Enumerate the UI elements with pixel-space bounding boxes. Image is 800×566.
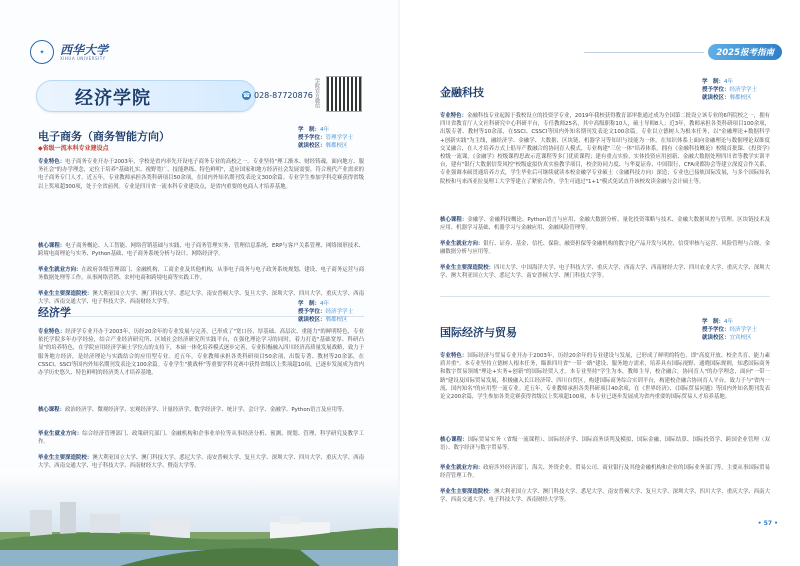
phone-number: 028-87720876: [254, 91, 313, 100]
major-title-economics: 经济学: [38, 306, 71, 319]
major-title-trade: 国际经济与贸易: [440, 326, 517, 339]
phone: [242, 91, 313, 100]
major-job-economics: 毕业生就业方向：综合经济管理部门、政策研究部门、金融机构和企事业单位等从事经济分析、预测、规划、管理、科学研究及教学工作。: [38, 431, 364, 446]
university-logo: [30, 40, 108, 64]
major-title-ecommerce: 电子商务（商务智能方向）: [38, 130, 170, 143]
major-core-ecommerce: 核心课程：电子商务概论、人工智能、网络营销基础与实践、电子商务管理实务、管理信息系统、ERP与客户关系管理、网络图形技术、跨境电商理论与实务、Python基础、电子商务系统分析与设计、网络经济学。: [38, 243, 364, 258]
page-number: • 57 •: [757, 520, 778, 527]
major-grad-trade: 毕业生主要深造院校：澳大利亚国立大学、澳门科技大学、悉尼大学、南安普顿大学、复旦大学、深圳大学、四川大学、重庆大学、西南大学、西南交通大学、电子科技大学、西南财经大学等。: [440, 489, 770, 504]
qr-code-icon[interactable]: [326, 76, 362, 112]
major-badge-ecommerce: ◆省级一流本科专业建设点: [38, 145, 109, 152]
major-title-fintech: 金融科技: [440, 86, 484, 99]
major-job-trade: 毕业生就业方向：政府涉外经济部门、海关、外资企业、贸易公司、商业银行及其他金融机构和企业的国际业务部门等，主要从事国际贸易经营管理工作。: [440, 465, 770, 480]
major-job-ecommerce: 毕业生就业方向：在政府各级管理部门、金融机构、工商企业及其他机构，从事电子商务与电子政务系统规划、建设、电子商务运营与商务数据处理等工作，从事网络营销、农村电商和跨境电商等实践工作。: [38, 267, 364, 282]
major-grad-fintech: 毕业生主要深造院校：四川大学、中国海洋大学、电子科技大学、重庆大学、西南大学、西南财经大学、四川农业大学、重庆大学、深圳大学、澳大利亚国立大学、悉尼大学、南安普顿大学、澳门科技大学等。: [440, 265, 770, 280]
college-banner: [36, 80, 256, 112]
qr-label: 学院官方微信: [314, 78, 320, 108]
major-meta-fintech: 学 制：4年 授予学位：经济学学士 就读校区：郫都校区: [702, 79, 758, 101]
major-job-fintech: 毕业生就业方向：银行、证券、基金、信托、保险、融资担保等金融机构的数字化产品开发与风控、信贷审核与运营、风险管理与合规、金融数据分析与应用等。: [440, 241, 770, 256]
divider: [440, 296, 770, 297]
guide-badge: 2025报考指南: [708, 44, 782, 60]
major-intro-economics: 专业特色：经济学专业开办于2003年，历经20余年的专业发展与完善，已形成了"宽口径、厚基础、高层次、重能力"的鲜明特色，专业依托学院多年办学经验，结合产业经济研究所、区域社会经济研究所实践平台，在强化理论学习的同时，着力打造"基础宽厚、科研凸显"的培养特色，在学院应用经济学硕士学位点的支持下，本硕一体化培养模式逐步完善，专业积极融入四川经济高质量发展战略，致力于服务地方经济，是经济理论与实践结合的应用型专业。近五年，专业教师承担各类科研项目50余项，出版专著、教材等20余部，在CSSCI、SSCI等国内外知名期刊发表论文100余篇。专业学生"挑战杯"等重要学科竞赛中获得省级以上奖项超10项，已逐步发展成为省内办学历史悠久、特色鲜明的经济类人才培养基地。: [38, 329, 364, 377]
campus-photo: [0, 470, 400, 566]
major-intro-trade: 专业特色：国际经济与贸易专业开办于2003年，历经20余年的专业建设与发展，已形成了鲜明的特色，即"高度开放、校企共育、能力素质并重"。本专业坚持立德树人根本任务，瞄准四川省"一带一路"建设、服务地方需求，培养具有国际视野、通晓国际规则，知悉国际商务和数字贸易领域"理论+实务+创新"的国际经贸人才。本专业坚持"学生为本，教师主导，校企融合，协同育人"的办学理念，面向"一带一路"建设及国际贸易发展，积极融入长江经济带、四川自贸区，构建国际商务综合实训平台，构建校企融合协同育人平台，致力于与"省内一流、国内知名"的应用型一流专业。近五年，专业教师承担各类科研项目40余项，在《世界经济》、《国际贸易问题》等国内外知名期刊发表论文200余篇，学生参加各类竞赛获得省级以上奖项超100项，本专业已逐步发展成为省内重要的国际贸易人才培养基地。: [440, 353, 770, 401]
major-meta-ecommerce: 学 制：4年 授予学位：管理学学士 就读校区：郫都校区: [298, 127, 354, 149]
guide-header: [584, 44, 782, 60]
major-intro-fintech: 专业特色：金融科技专业起源于我校设立的投资学专业，2019年我校获得教育部审批通过成为全国第二批设立该专业的6所院校之一，拥有四川省教育厅人文社科研究中心科研平台，专任教师25名，其中高级职称10人，硕士导师8人；近3年，教师承担各类科研项目100余项，出版专著、教材等10余部，在SSCI、CSSCI等国内外知名期刊发表论文100余篇。专业以立德树人为根本任务，以"金融理论+数据科学+创新实践"为主线，融经济学、金融学、大数据、区块链、机器学习等知识与技能为一体，在知识体系上面向金融理论与数据理论双维度交叉融合，在人才培养方式上倡导产教融合的协同育人模式，专业构建"三位一体"培养体系，拥有《金融科技概论》校级首批课、《投资学》校级一流课，《金融学》校级课程思政示范课程等多门优质课程；建有重点实验、实体投资应用创新、金融大数据处理四川省等教学实训平台，建有"银行大数据信贷风控"校级虚拟仿真实验教学项目，校企协同力度、与华夏证券、中国银行，CFA成都协会等建立深度合作关系，专业强调本硕贯通培养方式，学生毕业后可继续就读本校金融学专业硕士（金融科技方向）深造；专业也已接轨国际发展，与多个国际知名院校和马来西亚拉曼理工大学等建立了紧密合作，学生可通过"1+1"模式免试直升该校攻读金融与会计硕士等。: [440, 113, 770, 185]
major-grad-economics: 毕业生主要深造院校：澳大利亚国立大学、澳门科技大学、悉尼大学、南安普顿大学、复旦大学、深圳大学、四川大学、重庆大学、西南大学、西南交通大学、电子科技大学、西南财经大学、暨南大学等。: [38, 455, 364, 470]
phone-icon: ☎: [242, 92, 251, 99]
major-core-fintech: 核心课程：金融学、金融科技概论、Python语言与应用、金融大数据分析、量化投资策略与技术、金融大数据风控与管理、区块链技术及应用、机器学习基础、机器学习与金融应用、金融风险管理等。: [440, 217, 770, 232]
major-meta-economics: 学 制：4年 授予学位：经济学学士 就读校区：郫都校区: [298, 301, 354, 323]
page-title: 经济学院: [75, 88, 151, 109]
seal-icon: ✦: [30, 40, 54, 64]
major-grad-ecommerce: 毕业生主要深造院校：澳大利亚国立大学、澳门科技大学、悉尼大学、南安普顿大学、复旦大学、深圳大学、四川大学、重庆大学、西南大学、西南交通大学、电子科技大学、西南财经大学等。: [38, 291, 364, 306]
major-intro-ecommerce: 专业特色：电子商务专业开办于2003年，学校是省内率先开设电子商务专业的高校之一。专业坚持"理工渐本、财经铸魂，面向地方、服务社会"的办学理念，定位于培养"基础扎实、视野宽广、技能熟练、特色鲜明"，适应国家和地方经济社会发展需要，符合现代产业需求的电子商务专门人才。近五年，专业教师承担各类科研项目50余项，在国内外知名期刊发表论文300余篇。专业学生参加学科竞赛获得省级以上奖项超300项，处于全省前列。专业是四川省一流本科专业建设点，是省内重要的电商人才培养基地。: [38, 159, 364, 190]
right-page: [400, 0, 800, 566]
logo-sub: XIHUA UNIVERSITY: [60, 55, 106, 61]
major-meta-trade: 学 制：4年 授予学位：经济学学士 就读校区：宜宾校区: [702, 319, 758, 341]
major-core-economics: 核心课程：政治经济学、微观经济学、宏观经济学、计量经济学、数学经济学、统计学、会计学、金融学、Python语言及应用等。: [38, 407, 348, 413]
logo-name: 西华大学: [60, 42, 109, 57]
major-core-trade: 核心课程：国际贸易实务（省级一流课程）、国际经济学、国际商务谈判及模拟、国际金融、国际结算、国际投资学、跨国企业管理（双语）、数字经济与数字贸易等。: [440, 437, 770, 452]
guide-line: [584, 52, 704, 53]
